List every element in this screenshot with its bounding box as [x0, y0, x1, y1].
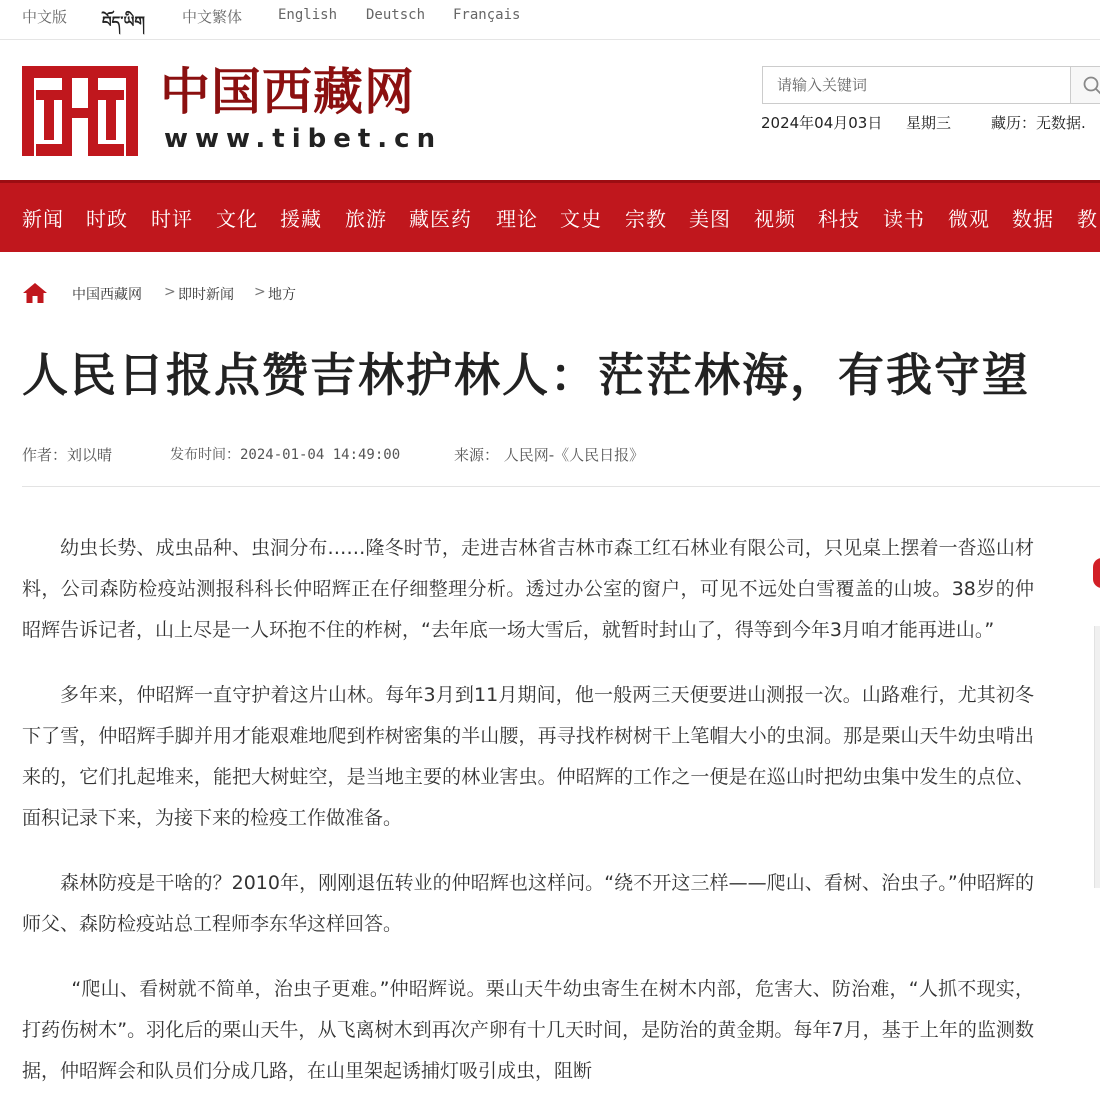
article-paragraph: 幼虫长势、成虫品种、虫洞分布……隆冬时节，走进吉林省吉林市森工红石林业有限公司，只见桌上摆着一沓巡山材料，公司森防检疫站测报科科长仲昭辉正在仔细整理分析。透过办公室的窗户，可见不远处白雪覆盖的山坡。38岁的仲昭辉告诉记者，山上尽是一人环抱不住的柞树，“去年底一场大雪后，就暂时封山了，得等到今年3月咱才能再进山。”	[22, 537, 1034, 641]
breadcrumb-instant-news[interactable]: 即时新闻	[178, 287, 234, 303]
nav-item-history[interactable]: 文史	[560, 207, 602, 231]
article-paragraph: 森林防疫是干啥的？2010年，刚刚退伍转业的仲昭辉也这样问。“绕不开这三样——爬山、看树、治虫子。”仲昭辉的师父、森防检疫站总工程师李东华这样回答。	[22, 872, 1034, 935]
nav-item-culture[interactable]: 文化	[216, 207, 258, 231]
nav-item-photos[interactable]: 美图	[689, 207, 731, 231]
language-bar	[0, 0, 1100, 40]
lang-french[interactable]: Français	[453, 7, 521, 23]
lang-english[interactable]: English	[278, 7, 338, 23]
nav-item-travel[interactable]: 旅游	[345, 207, 387, 231]
lang-tibetan[interactable]: བོད་ཡིག	[102, 13, 145, 31]
current-weekday: 星期三	[906, 114, 952, 132]
main-nav	[0, 180, 1100, 252]
article-body	[22, 528, 1034, 1115]
lang-german[interactable]: Deutsch	[366, 7, 426, 23]
search-icon	[1083, 76, 1100, 96]
home-icon[interactable]	[22, 282, 48, 304]
nav-item-news[interactable]: 新闻	[22, 207, 64, 231]
nav-item-politics[interactable]: 时政	[86, 207, 128, 231]
site-name[interactable]: 中国西藏网	[160, 63, 415, 121]
breadcrumb-separator: >	[164, 284, 176, 300]
site-url: www.tibet.cn	[164, 124, 443, 154]
breadcrumb-separator: >	[254, 284, 266, 300]
lang-chinese-simplified[interactable]: 中文版	[22, 8, 68, 26]
breadcrumb-local[interactable]: 地方	[268, 287, 296, 303]
article-published-time: 发布时间：2024-01-04 14:49:00	[170, 447, 401, 463]
floating-share-icon[interactable]	[1093, 558, 1100, 588]
nav-item-tibetan-medicine[interactable]: 藏医药	[409, 207, 472, 231]
search-box	[762, 66, 1072, 104]
nav-item-education[interactable]: 教	[1077, 207, 1098, 231]
nav-item-data[interactable]: 数据	[1012, 207, 1054, 231]
tibetan-calendar: 藏历：无数据.	[991, 114, 1086, 132]
search-input[interactable]	[763, 67, 1071, 103]
side-panel-edge	[1094, 626, 1100, 888]
article-paragraph: 多年来，仲昭辉一直守护着这片山林。每年3月到11月期间，他一般两三天便要进山测报一次。山路难行，尤其初冬下了雪，仲昭辉手脚并用才能艰难地爬到柞树密集的半山腰，再寻找柞树树干上笔帽大小的虫洞。那是栗山天牛幼虫啃出来的，它们扎起堆来，能把大树蛀空，是当地主要的林业害虫。仲昭辉的工作之一便是在巡山时把幼虫集中发生的点位、面积记录下来，为接下来的检疫工作做准备。	[22, 684, 1034, 829]
breadcrumb-home[interactable]: 中国西藏网	[72, 287, 142, 303]
article-author: 作者：刘以晴	[22, 446, 113, 464]
article-source: 来源： 人民网-《人民日报》	[454, 446, 645, 464]
nav-item-reading[interactable]: 读书	[883, 207, 925, 231]
article-title: 人民日报点赞吉林护林人：茫茫林海，有我守望	[22, 348, 1030, 402]
article-paragraph: “爬山、看树就不简单，治虫子更难。”仲昭辉说。栗山天牛幼虫寄生在树木内部，危害大、防治难，“人抓不现实，打药伤树木”。羽化后的栗山天牛，从飞离树木到再次产卵有十几天时间，是防治的黄金期。每年7月，基于上年的监测数据，仲昭辉会和队员们分成几路，在山里架起诱捕灯吸引成虫，阻断	[22, 978, 1034, 1082]
nav-item-video[interactable]: 视频	[754, 207, 796, 231]
search-button[interactable]	[1070, 66, 1100, 104]
nav-item-commentary[interactable]: 时评	[151, 207, 193, 231]
nav-item-aid-tibet[interactable]: 援藏	[280, 207, 322, 231]
nav-item-tech[interactable]: 科技	[818, 207, 860, 231]
meta-divider	[22, 486, 1100, 487]
nav-item-theory[interactable]: 理论	[496, 207, 538, 231]
nav-item-religion[interactable]: 宗教	[625, 207, 667, 231]
site-logo-icon[interactable]	[22, 64, 138, 156]
current-date: 2024年04月03日	[761, 114, 883, 132]
nav-item-micro[interactable]: 微观	[948, 207, 990, 231]
lang-chinese-traditional[interactable]: 中文繁体	[182, 8, 243, 26]
